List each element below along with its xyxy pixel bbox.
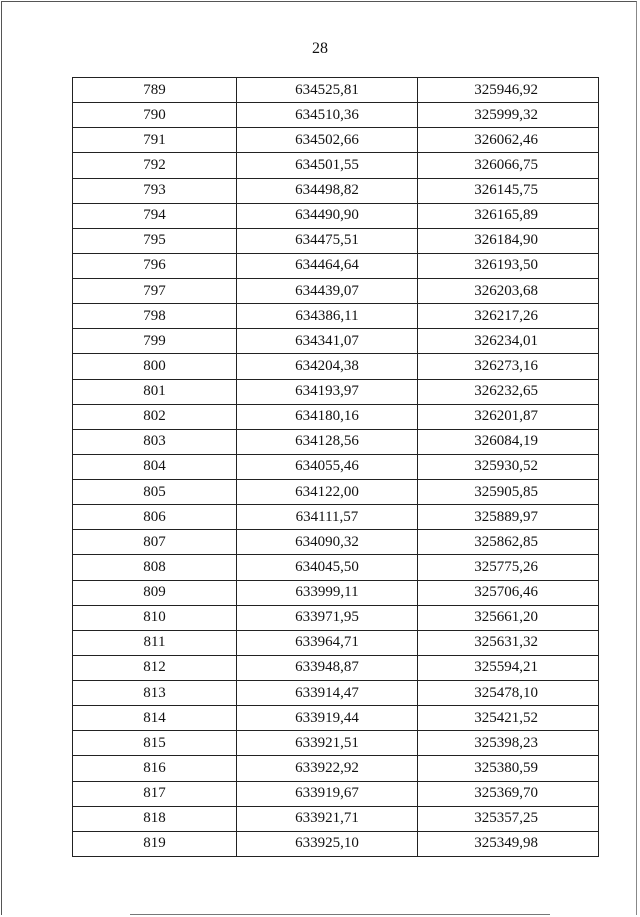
- y-coordinate-cell: 325946,92: [418, 78, 599, 103]
- y-coordinate-cell: 326273,16: [418, 354, 599, 379]
- y-coordinate-cell: 325594,21: [418, 655, 599, 680]
- y-coordinate-cell: 325380,59: [418, 756, 599, 781]
- table-row: [73, 203, 599, 228]
- table-row: [73, 580, 599, 605]
- page-bottom-edge: [130, 914, 550, 915]
- point-number-cell: 792: [73, 153, 237, 178]
- y-coordinate-cell: 325930,52: [418, 454, 599, 479]
- table-row: [73, 253, 599, 278]
- y-coordinate-cell: 326203,68: [418, 279, 599, 304]
- point-number-cell: 805: [73, 480, 237, 505]
- x-coordinate-cell: 634498,82: [237, 178, 418, 203]
- y-coordinate-cell: 326184,90: [418, 228, 599, 253]
- point-number-cell: 804: [73, 454, 237, 479]
- x-coordinate-cell: 633922,92: [237, 756, 418, 781]
- x-coordinate-cell: 634180,16: [237, 404, 418, 429]
- page-number: 28: [312, 40, 328, 57]
- y-coordinate-cell: 326062,46: [418, 128, 599, 153]
- x-coordinate-cell: 634490,90: [237, 203, 418, 228]
- table-row: [73, 681, 599, 706]
- x-coordinate-cell: 634341,07: [237, 329, 418, 354]
- x-coordinate-cell: 634128,56: [237, 429, 418, 454]
- y-coordinate-cell: 325349,98: [418, 831, 599, 856]
- y-coordinate-cell: 325889,97: [418, 505, 599, 530]
- y-coordinate-cell: 326066,75: [418, 153, 599, 178]
- x-coordinate-cell: 633999,11: [237, 580, 418, 605]
- y-coordinate-cell: 325631,32: [418, 630, 599, 655]
- x-coordinate-cell: 634475,51: [237, 228, 418, 253]
- table-row: [73, 706, 599, 731]
- x-coordinate-cell: 633919,44: [237, 706, 418, 731]
- x-coordinate-cell: 633914,47: [237, 681, 418, 706]
- table-row: [73, 279, 599, 304]
- y-coordinate-cell: 326234,01: [418, 329, 599, 354]
- point-number-cell: 809: [73, 580, 237, 605]
- coordinates-table-body: [73, 78, 599, 857]
- point-number-cell: 803: [73, 429, 237, 454]
- table-row: [73, 480, 599, 505]
- point-number-cell: 815: [73, 731, 237, 756]
- table-row: [73, 228, 599, 253]
- point-number-cell: 801: [73, 379, 237, 404]
- point-number-cell: 819: [73, 831, 237, 856]
- y-coordinate-cell: 326145,75: [418, 178, 599, 203]
- x-coordinate-cell: 634386,11: [237, 304, 418, 329]
- point-number-cell: 790: [73, 103, 237, 128]
- table-row: [73, 404, 599, 429]
- y-coordinate-cell: 325357,25: [418, 806, 599, 831]
- table-row: [73, 78, 599, 103]
- y-coordinate-cell: 325706,46: [418, 580, 599, 605]
- point-number-cell: 812: [73, 655, 237, 680]
- point-number-cell: 796: [73, 253, 237, 278]
- x-coordinate-cell: 633948,87: [237, 655, 418, 680]
- point-number-cell: 795: [73, 228, 237, 253]
- x-coordinate-cell: 634439,07: [237, 279, 418, 304]
- x-coordinate-cell: 634045,50: [237, 555, 418, 580]
- x-coordinate-cell: 633921,51: [237, 731, 418, 756]
- x-coordinate-cell: 634122,00: [237, 480, 418, 505]
- x-coordinate-cell: 634193,97: [237, 379, 418, 404]
- x-coordinate-cell: 634525,81: [237, 78, 418, 103]
- table-row: [73, 530, 599, 555]
- x-coordinate-cell: 634501,55: [237, 153, 418, 178]
- x-coordinate-cell: 634111,57: [237, 505, 418, 530]
- table-row: [73, 655, 599, 680]
- point-number-cell: 789: [73, 78, 237, 103]
- table-row: [73, 304, 599, 329]
- point-number-cell: 808: [73, 555, 237, 580]
- y-coordinate-cell: 325369,70: [418, 781, 599, 806]
- y-coordinate-cell: 326084,19: [418, 429, 599, 454]
- point-number-cell: 818: [73, 806, 237, 831]
- x-coordinate-cell: 634510,36: [237, 103, 418, 128]
- table-row: [73, 605, 599, 630]
- table-row: [73, 731, 599, 756]
- table-row: [73, 379, 599, 404]
- point-number-cell: 794: [73, 203, 237, 228]
- y-coordinate-cell: 325999,32: [418, 103, 599, 128]
- y-coordinate-cell: 326217,26: [418, 304, 599, 329]
- x-coordinate-cell: 633971,95: [237, 605, 418, 630]
- y-coordinate-cell: 326232,65: [418, 379, 599, 404]
- table-row: [73, 103, 599, 128]
- point-number-cell: 810: [73, 605, 237, 630]
- y-coordinate-cell: 325398,23: [418, 731, 599, 756]
- y-coordinate-cell: 325421,52: [418, 706, 599, 731]
- y-coordinate-cell: 325478,10: [418, 681, 599, 706]
- y-coordinate-cell: 325905,85: [418, 480, 599, 505]
- table-row: [73, 128, 599, 153]
- y-coordinate-cell: 326201,87: [418, 404, 599, 429]
- table-row: [73, 354, 599, 379]
- y-coordinate-cell: 325661,20: [418, 605, 599, 630]
- point-number-cell: 813: [73, 681, 237, 706]
- table-row: [73, 329, 599, 354]
- y-coordinate-cell: 326165,89: [418, 203, 599, 228]
- point-number-cell: 798: [73, 304, 237, 329]
- table-row: [73, 831, 599, 856]
- table-row: [73, 454, 599, 479]
- point-number-cell: 814: [73, 706, 237, 731]
- x-coordinate-cell: 633919,67: [237, 781, 418, 806]
- point-number-cell: 811: [73, 630, 237, 655]
- table-row: [73, 630, 599, 655]
- point-number-cell: 806: [73, 505, 237, 530]
- table-row: [73, 781, 599, 806]
- table-row: [73, 806, 599, 831]
- x-coordinate-cell: 633921,71: [237, 806, 418, 831]
- table-row: [73, 555, 599, 580]
- point-number-cell: 817: [73, 781, 237, 806]
- point-number-cell: 800: [73, 354, 237, 379]
- table-row: [73, 153, 599, 178]
- y-coordinate-cell: 325862,85: [418, 530, 599, 555]
- y-coordinate-cell: 325775,26: [418, 555, 599, 580]
- point-number-cell: 807: [73, 530, 237, 555]
- table-row: [73, 756, 599, 781]
- x-coordinate-cell: 634502,66: [237, 128, 418, 153]
- point-number-cell: 797: [73, 279, 237, 304]
- x-coordinate-cell: 634090,32: [237, 530, 418, 555]
- x-coordinate-cell: 634055,46: [237, 454, 418, 479]
- x-coordinate-cell: 634204,38: [237, 354, 418, 379]
- table-row: [73, 178, 599, 203]
- y-coordinate-cell: 326193,50: [418, 253, 599, 278]
- point-number-cell: 799: [73, 329, 237, 354]
- point-number-cell: 793: [73, 178, 237, 203]
- table-row: [73, 429, 599, 454]
- point-number-cell: 802: [73, 404, 237, 429]
- coordinates-table: [72, 77, 599, 857]
- point-number-cell: 816: [73, 756, 237, 781]
- point-number-cell: 791: [73, 128, 237, 153]
- x-coordinate-cell: 634464,64: [237, 253, 418, 278]
- table-row: [73, 505, 599, 530]
- x-coordinate-cell: 633925,10: [237, 831, 418, 856]
- x-coordinate-cell: 633964,71: [237, 630, 418, 655]
